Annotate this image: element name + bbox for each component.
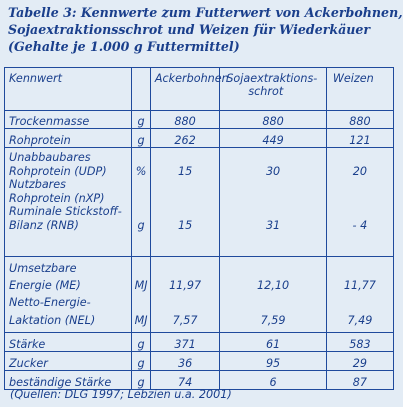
cell-weizen: 880 bbox=[326, 111, 393, 129]
table-row bbox=[5, 351, 394, 370]
table-header-row bbox=[5, 68, 394, 111]
row-name: Rohprotein bbox=[5, 129, 132, 148]
cell-ackerbohnen: 11,97 bbox=[169, 279, 202, 293]
cell-soja: 95 bbox=[220, 351, 327, 370]
row-group-soja bbox=[220, 148, 327, 257]
row-unit: % bbox=[135, 164, 147, 178]
row-name-line: Rohprotein (nXP) bbox=[9, 191, 105, 205]
row-unit: MJ bbox=[134, 313, 148, 327]
cell-soja: 31 bbox=[265, 218, 281, 232]
header-kennwert: Kennwert bbox=[5, 68, 132, 111]
row-unit: g bbox=[132, 129, 151, 148]
row-group-ackerbohnen bbox=[150, 148, 219, 257]
row-name: Trockenmasse bbox=[5, 111, 132, 129]
cell-weizen: 121 bbox=[326, 129, 393, 148]
cell-weizen: 583 bbox=[326, 332, 393, 351]
title-line: Tabelle 3: Kennwerte zum Futterwert von Ackerbohnen, bbox=[8, 5, 403, 20]
row-name-line: Rohprotein (UDP) bbox=[9, 164, 107, 178]
row-group-weizen bbox=[326, 257, 393, 333]
table-row bbox=[5, 129, 394, 148]
row-group-units bbox=[132, 148, 151, 257]
row-name: Stärke bbox=[5, 332, 132, 351]
cell-soja: 61 bbox=[220, 332, 327, 351]
cell-soja: 12,10 bbox=[257, 279, 290, 293]
cell-weizen: 7,49 bbox=[347, 313, 373, 327]
table-title bbox=[8, 4, 403, 55]
cell-ackerbohnen: 36 bbox=[150, 351, 219, 370]
cell-soja: 30 bbox=[265, 164, 281, 178]
header-ackerbohnen: Ackerbohnen bbox=[150, 68, 219, 111]
row-name-line: Unabbaubares bbox=[9, 151, 91, 164]
header-unit bbox=[132, 68, 151, 111]
header-soja-line: schrot bbox=[248, 85, 284, 98]
cell-weizen: 87 bbox=[326, 370, 393, 389]
row-unit: MJ bbox=[134, 279, 148, 293]
row-group-soja bbox=[220, 257, 327, 333]
row-name-line: Ruminale Stickstoff- bbox=[9, 205, 122, 218]
row-name: beständige Stärke bbox=[5, 370, 132, 389]
row-group-names bbox=[5, 257, 132, 333]
row-unit: g bbox=[132, 111, 151, 129]
table-row-group bbox=[5, 148, 394, 257]
row-group-units bbox=[132, 257, 151, 333]
source-note: (Quellen: DLG 1997; Lebzien u.a. 2001) bbox=[10, 388, 232, 401]
header-weizen: Weizen bbox=[326, 68, 393, 111]
cell-weizen: 29 bbox=[326, 351, 393, 370]
row-unit: g bbox=[132, 370, 151, 389]
cell-ackerbohnen: 7,57 bbox=[172, 313, 198, 327]
table-row-group bbox=[5, 257, 394, 333]
cell-weizen: 20 bbox=[352, 164, 368, 178]
row-name-line: Nutzbares bbox=[9, 178, 66, 191]
row-group-names bbox=[5, 148, 132, 257]
row-name: Zucker bbox=[5, 351, 132, 370]
row-unit: g bbox=[132, 351, 151, 370]
title-line: (Gehalte je 1.000 g Futtermittel) bbox=[8, 39, 240, 54]
cell-ackerbohnen: 15 bbox=[177, 164, 193, 178]
row-unit: g bbox=[132, 332, 151, 351]
cell-ackerbohnen: 15 bbox=[177, 218, 193, 232]
row-group-ackerbohnen bbox=[150, 257, 219, 333]
cell-ackerbohnen: 371 bbox=[150, 332, 219, 351]
table-row bbox=[5, 370, 394, 389]
title-line: Sojaextraktionsschrot und Weizen für Wiederkäuer bbox=[8, 22, 371, 37]
row-name-line: Energie (ME) bbox=[9, 279, 81, 293]
table-row bbox=[5, 111, 394, 129]
row-group-weizen bbox=[326, 148, 393, 257]
cell-weizen: - 4 bbox=[352, 218, 368, 232]
row-name-line: Umsetzbare bbox=[9, 262, 77, 275]
cell-ackerbohnen: 74 bbox=[150, 370, 219, 389]
cell-soja: 7,59 bbox=[260, 313, 286, 327]
row-name-line: Netto-Energie- bbox=[9, 296, 91, 310]
row-name-line: Laktation (NEL) bbox=[9, 313, 96, 327]
cell-soja: 880 bbox=[220, 111, 327, 129]
feed-value-table bbox=[4, 67, 394, 390]
cell-soja: 449 bbox=[220, 129, 327, 148]
row-unit: g bbox=[137, 218, 145, 232]
cell-soja: 6 bbox=[220, 370, 327, 389]
row-name-line: Bilanz (RNB) bbox=[9, 218, 79, 232]
cell-ackerbohnen: 880 bbox=[150, 111, 219, 129]
cell-ackerbohnen: 262 bbox=[150, 129, 219, 148]
header-sojaextraktionsschrot bbox=[220, 68, 327, 111]
header-soja-line: Sojaextraktions- bbox=[226, 72, 318, 85]
cell-weizen: 11,77 bbox=[343, 279, 376, 293]
table-row bbox=[5, 332, 394, 351]
